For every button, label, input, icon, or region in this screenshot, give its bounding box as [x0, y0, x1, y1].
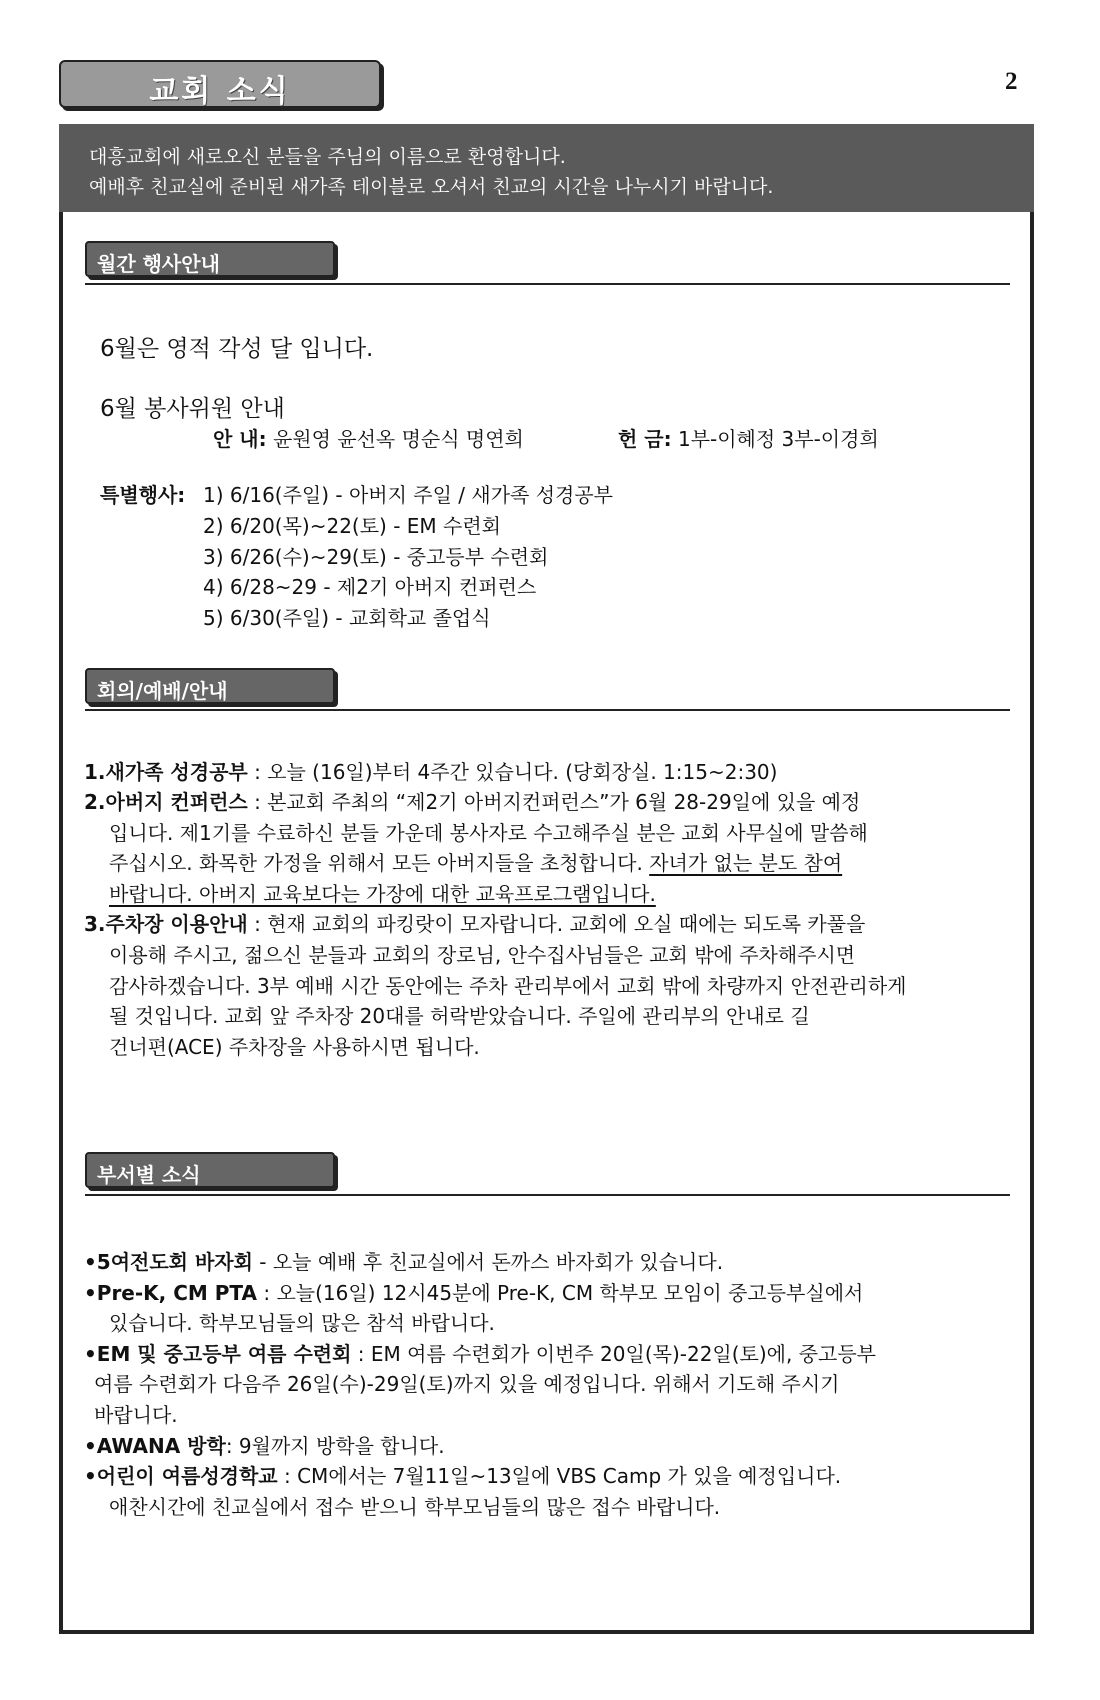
special-events-label: 특별행사:: [100, 483, 186, 507]
departments-rule: [85, 1194, 1010, 1196]
notice-item-2-line: 바랍니다. 아버지 교육보다는 가장에 대한 교육프로그램입니다.: [109, 882, 656, 906]
event-item: 4) 6/28~29 - 제2기 아버지 컨퍼런스: [203, 575, 537, 599]
department-item-line: 애찬시간에 친교실에서 접수 받으니 학부모님들의 많은 접수 바랍니다.: [109, 1495, 721, 1519]
department-item-line: 여름 수련회가 다음주 26일(수)-29일(토)까지 있을 예정입니다. 위해서 기도해 주시기: [94, 1372, 840, 1396]
page-number: 2: [1005, 68, 1018, 95]
notice-item-1: 1.새가족 성경공부 : 오늘 (16일)부터 4주간 있습니다. (당회장실. 1:15~2:30): [84, 760, 778, 784]
department-item: •5여전도회 바자회 - 오늘 예배 후 친교실에서 돈까스 바자회가 있습니다.: [84, 1250, 724, 1274]
notice-item-2-line: 주십시오. 화목한 가정을 위해서 모든 아버지들을 초청합니다. 자녀가 없는 분도 참여: [109, 851, 843, 875]
department-item-line: 바랍니다.: [94, 1403, 178, 1427]
month-theme: 6월은 영적 각성 달 입니다.: [100, 336, 374, 362]
notice-item-3-line: 될 것입니다. 교회 앞 주차장 20대를 허락받았습니다. 주일에 관리부의 안내로 길: [109, 1004, 810, 1028]
welcome-banner: [59, 124, 1034, 212]
welcome-line-2: 예배후 친교실에 준비된 새가족 테이블로 오셔서 친교의 시간을 나누시기 바랍니다.: [89, 176, 774, 198]
meetings-heading: [85, 668, 335, 704]
page-title: 교회 소식: [149, 74, 291, 109]
monthly-events-heading: [85, 241, 335, 277]
monthly-events-heading-label: 월간 행사안내: [97, 252, 220, 276]
volunteer-title: 6월 봉사위원 안내: [100, 396, 285, 422]
departments-heading-label: 부서별 소식: [97, 1163, 201, 1187]
departments-heading: [85, 1152, 335, 1188]
notice-item-2: 2.아버지 컨퍼런스 : 본교회 주최의 “제2기 아버지컨퍼런스”가 6월 28-29일에 있을 예정: [84, 790, 861, 814]
notice-item-3: 3.주차장 이용안내 : 현재 교회의 파킹랏이 모자랍니다. 교회에 오실 때에는 되도록 카풀을: [84, 912, 866, 936]
meetings-heading-label: 회의/예배/안내: [97, 679, 228, 703]
notice-item-2-line: 입니다. 제1기를 수료하신 분들 가운데 봉사자로 수고해주실 분은 교회 사무실에 말씀해: [109, 821, 868, 845]
offering-names: 1부-이혜정 3부-이경희: [671, 427, 879, 451]
monthly-rule: [85, 283, 1010, 285]
welcome-line-1: 대흥교회에 새로오신 분들을 주님의 이름으로 환영합니다.: [89, 146, 566, 168]
section-title-badge: [59, 60, 381, 108]
department-item: •EM 및 중고등부 여름 수련회 : EM 여름 수련회가 이번주 20일(목)-22일(토)에, 중고등부: [84, 1342, 876, 1366]
notice-item-3-line: 감사하겠습니다. 3부 예배 시간 동안에는 주차 관리부에서 교회 밖에 차량까지 안전관리하게: [109, 974, 907, 998]
offering-label: 헌 금:: [618, 427, 672, 451]
meetings-rule: [85, 709, 1010, 711]
event-item: 3) 6/26(수)~29(토) - 중고등부 수련회: [203, 545, 549, 569]
notice-item-3-line: 건너편(ACE) 주차장을 사용하시면 됩니다.: [109, 1035, 480, 1059]
offering-row: [618, 423, 879, 452]
department-item: •AWANA 방학: 9월까지 방학을 합니다.: [84, 1434, 445, 1458]
usher-label: 안 내:: [213, 427, 267, 451]
notice-item-3-line: 이용해 주시고, 젊으신 분들과 교회의 장로님, 안수집사님들은 교회 밖에 주차해주시면: [109, 943, 856, 967]
event-item: 1) 6/16(주일) - 아버지 주일 / 새가족 성경공부: [203, 483, 613, 507]
event-item: 5) 6/30(주일) - 교회학교 졸업식: [203, 606, 491, 630]
department-item: •Pre-K, CM PTA : 오늘(16일) 12시45분에 Pre-K, CM 학부모 모임이 중고등부실에서: [84, 1281, 864, 1305]
usher-names: 윤원영 윤선옥 명순식 명연희: [266, 427, 524, 451]
department-item: •어린이 여름성경학교 : CM에서는 7월11일~13일에 VBS Camp 가 있을 예정입니다.: [84, 1464, 842, 1488]
usher-row: [213, 423, 524, 452]
department-item-line: 있습니다. 학부모님들의 많은 참석 바랍니다.: [109, 1311, 495, 1335]
event-item: 2) 6/20(목)~22(토) - EM 수련회: [203, 514, 501, 538]
